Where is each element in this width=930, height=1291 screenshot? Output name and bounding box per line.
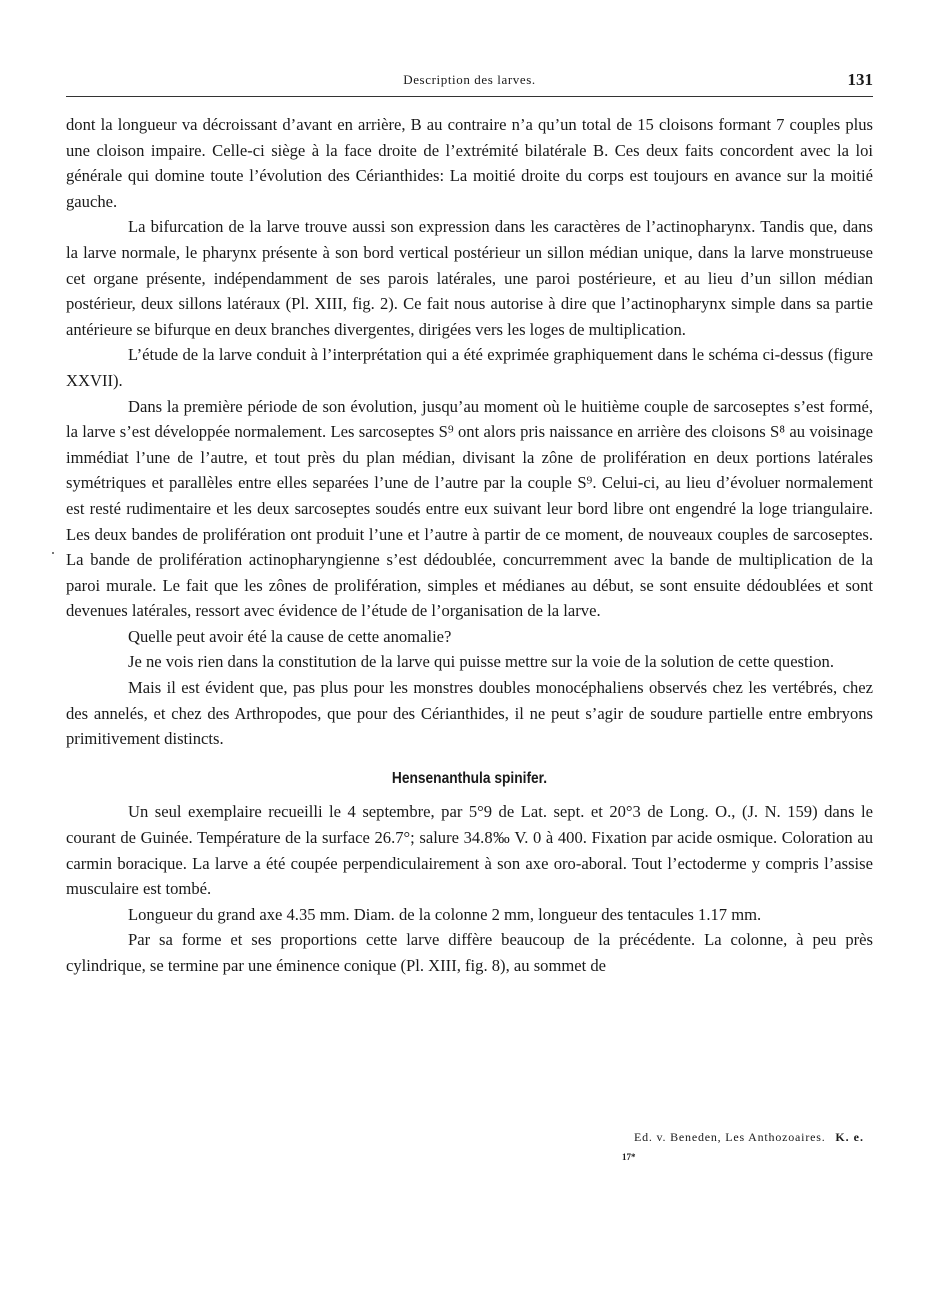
section-title: Hensenanthula spinifer. <box>391 769 548 787</box>
paragraph: L’étude de la larve conduit à l’interprétation qui a été exprimée graphiquement dans le schéma ci-dessus (figure XXVII). <box>66 345 873 390</box>
paragraph: Quelle peut avoir été la cause de cette anomalie? <box>128 626 452 646</box>
sheet-mark: 17* <box>622 1152 636 1162</box>
page-header <box>66 70 873 94</box>
paragraph: La bifurcation de la larve trouve aussi son expression dans les caractères de l’actinopharynx. Tandis que, dans la larve normale, le pharynx présente à son bord vertical postérieur un sillon médian unique, dans la larve monstrueuse cet organe présente, indépendamment de ses parois latérales, une paroi postérieure, et au lieu d’un sillon médian postérieur, deux sillons latéraux (Pl. XIII, fig. 2). Ce fait nous autorise à dire que l’actinopharynx simple dans sa partie antérieure se bifurque en deux branches divergentes, dirigées vers les loges de multiplication. <box>66 217 873 339</box>
signature-text: Ed. v. Beneden, Les Anthozoaires. <box>633 1130 826 1144</box>
paragraph: Longueur du grand axe 4.35 mm. Diam. de la colonne 2 mm, longueur des tentacules 1.17 mm. <box>128 904 762 924</box>
paragraph: dont la longueur va décroissant d’avant en arrière, B au contraire n’a qu’un total de 15 cloisons formant 7 couples plus une cloison impaire. Celle-ci siège à la face droite de l’extrémité bilatérale B. Ces deux faits concordent avec la loi générale qui domine toute l’évolution des Cérianthides: La moitié droite du corps est toujours en avance sur la moitié gauche. <box>66 115 873 211</box>
body-text <box>66 112 873 979</box>
page-number: 131 <box>847 70 873 89</box>
running-title: Description des larves. <box>403 72 536 87</box>
signature-code: K. e. <box>835 1130 864 1144</box>
footer-signature <box>634 1130 864 1145</box>
paragraph: Je ne vois rien dans la constitution de la larve qui puisse mettre sur la voie de la solution de cette question. <box>128 652 834 672</box>
header-rule <box>66 96 873 97</box>
paragraph: Un seul exemplaire recueilli le 4 septembre, par 5°9 de Lat. sept. et 20°3 de Long. O., (J. N. 159) dans le courant de Guinée. Température de la surface 26.7°; salure 34.8‰ V. 0 à 400. Fixation par acide osmique. Coloration au carmin boracique. La larve a été coupée perpendiculairement à son axe oro-aboral. Tout l’ectoderme y compris l’assise musculaire est tombé. <box>66 802 873 899</box>
paragraph: Par sa forme et ses proportions cette larve diffère beaucoup de la précédente. La colonne, à peu près cylindrique, se termine par une éminence conique (Pl. XIII, fig. 8), au sommet de <box>66 930 873 975</box>
margin-dot <box>52 552 54 554</box>
paragraph: Dans la première période de son évolution, jusqu’au moment où le huitième couple de sarcoseptes s’est formé, la larve s’est développée normalement. Les sarcoseptes S⁹ ont alors pris naissance en arrière des cloisons S⁸ au voisinage immédiat l’une de l’autre, et tout près du plan médian, divisant la zône de prolifération en deux portions latérales symétriques et parallèles entre elles separées l’une de l’autre par la couple S⁹. Celui-ci, au lieu d’évoluer normalement est resté rudimentaire et les deux sarcoseptes soudés entre eux suivant leur bord libre ont engendré la loge triangulaire. Les deux bandes de prolifération ont produit l’une et l’autre à partir de ce moment, de nouveaux couples de sarcoseptes. La bande de prolifération actinopharyngienne s’est dédoublée, concurremment avec la bande de multiplication de la paroi murale. Le fait que les zônes de prolifération, simples et médianes au début, se sont ensuite dédoublées et sont devenues latérales, ressort avec évidence de l’étude de l’organisation de la larve. <box>66 396 873 621</box>
paragraph: Mais il est évident que, pas plus pour les monstres doubles monocéphaliens observés chez les vertébrés, chez des annelés, et chez des Arthropodes, que pour des Cérianthides, il ne peut s’agir de soudure partielle entre embryons primitivement distincts. <box>66 678 873 749</box>
